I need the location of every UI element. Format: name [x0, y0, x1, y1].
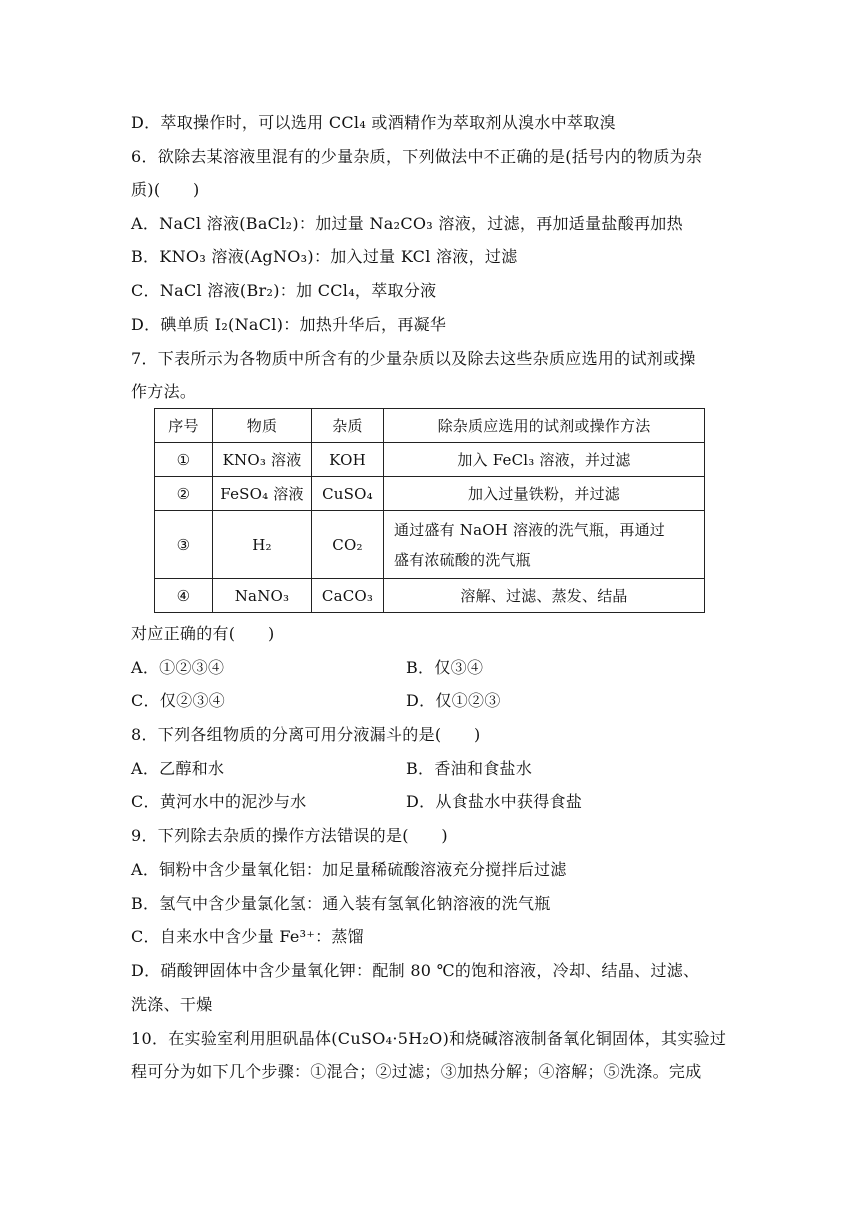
q7-option-a: A．①②③④ [131, 658, 225, 677]
table-cell: FeSO₄ 溶液 [213, 477, 312, 511]
table-header: 杂质 [312, 409, 384, 443]
q8-stem: 8．下列各组物质的分离可用分液漏斗的是( ) [131, 725, 481, 744]
q6-option-c: C．NaCl 溶液(Br₂)：加 CCl₄，萃取分液 [131, 281, 437, 300]
q6-stem-line1: 6．欲除去某溶液里混有的少量杂质，下列做法中不正确的是(括号内的物质为杂 [131, 147, 703, 166]
table-header: 序号 [155, 409, 213, 443]
table-cell: ① [155, 443, 213, 477]
table-cell: ④ [155, 579, 213, 613]
q7-stem-line2: 作方法。 [131, 382, 197, 401]
q6-option-d: D．碘单质 I₂(NaCl)：加热升华后，再凝华 [131, 315, 447, 334]
q8-option-a: A．乙醇和水 [131, 759, 225, 778]
q6-option-a: A．NaCl 溶液(BaCl₂)：加过量 Na₂CO₃ 溶液，过滤，再加适量盐酸再加热 [131, 214, 683, 233]
table-cell: CaCO₃ [312, 579, 384, 613]
table-header: 物质 [213, 409, 312, 443]
q10-stem-line2: 程可分为如下几个步骤：①混合；②过滤；③加热分解；④溶解；⑤洗涤。完成 [131, 1062, 702, 1081]
q7-answer-prompt: 对应正确的有( ) [131, 624, 275, 643]
table-header: 除杂质应选用的试剂或操作方法 [384, 409, 705, 443]
q10-stem-line1: 10．在实验室利用胆矾晶体(CuSO₄·5H₂O)和烧碱溶液制备氧化铜固体，其实验过 [131, 1029, 727, 1048]
q9-option-a: A．铜粉中含少量氧化铝：加足量稀硫酸溶液充分搅拌后过滤 [131, 860, 567, 879]
q6-stem-line2: 质)( ) [131, 180, 200, 199]
q7-option-d: D．仅①②③ [406, 691, 501, 710]
q9-option-d-line2: 洗涤、干燥 [131, 995, 213, 1014]
table-header-row [155, 409, 705, 443]
q7-option-b: B．仅③④ [406, 658, 484, 677]
table-cell: NaNO₃ [213, 579, 312, 613]
q6-option-b: B．KNO₃ 溶液(AgNO₃)：加入过量 KCl 溶液，过滤 [131, 247, 518, 266]
impurity-table [154, 408, 705, 613]
table-row [155, 443, 705, 477]
table-cell: CuSO₄ [312, 477, 384, 511]
table-cell-method [384, 511, 705, 579]
table-cell: 加入 FeCl₃ 溶液，并过滤 [384, 443, 705, 477]
table-cell: ② [155, 477, 213, 511]
method-line: 盛有浓硫酸的洗气瓶 [394, 550, 531, 569]
q9-option-c: C．自来水中含少量 Fe³⁺：蒸馏 [131, 927, 364, 946]
q5-option-d: D．萃取操作时，可以选用 CCl₄ 或酒精作为萃取剂从溴水中萃取溴 [131, 113, 616, 132]
q9-option-d-line1: D．硝酸钾固体中含少量氧化钾：配制 80 ℃的饱和溶液，冷却、结晶、过滤、 [131, 961, 700, 980]
q8-options-row2 [131, 792, 583, 812]
table-cell: 溶解、过滤、蒸发、结晶 [384, 579, 705, 613]
q7-stem-line1: 7．下表所示为各物质中所含有的少量杂质以及除去这些杂质应选用的试剂或操 [131, 349, 696, 368]
table-cell: CO₂ [312, 511, 384, 579]
q8-option-d: D．从食盐水中获得食盐 [406, 792, 583, 811]
q7-options-row1 [131, 658, 484, 678]
table-row [155, 511, 705, 579]
table-row [155, 579, 705, 613]
table-cell: KNO₃ 溶液 [213, 443, 312, 477]
table-cell: ③ [155, 511, 213, 579]
q7-option-c: C．仅②③④ [131, 691, 226, 710]
table-cell: 加入过量铁粉，并过滤 [384, 477, 705, 511]
q9-stem: 9．下列除去杂质的操作方法错误的是( ) [131, 826, 448, 845]
q9-option-b: B．氢气中含少量氯化氢：通入装有氢氧化钠溶液的洗气瓶 [131, 894, 551, 913]
table-cell: H₂ [213, 511, 312, 579]
q8-option-b: B．香油和食盐水 [406, 759, 533, 778]
q8-options-row1 [131, 759, 533, 779]
table-row [155, 477, 705, 511]
table-cell: KOH [312, 443, 384, 477]
method-line: 通过盛有 NaOH 溶液的洗气瓶，再通过 [394, 520, 665, 539]
q7-options-row2 [131, 691, 501, 711]
q8-option-c: C．黄河水中的泥沙与水 [131, 792, 307, 811]
